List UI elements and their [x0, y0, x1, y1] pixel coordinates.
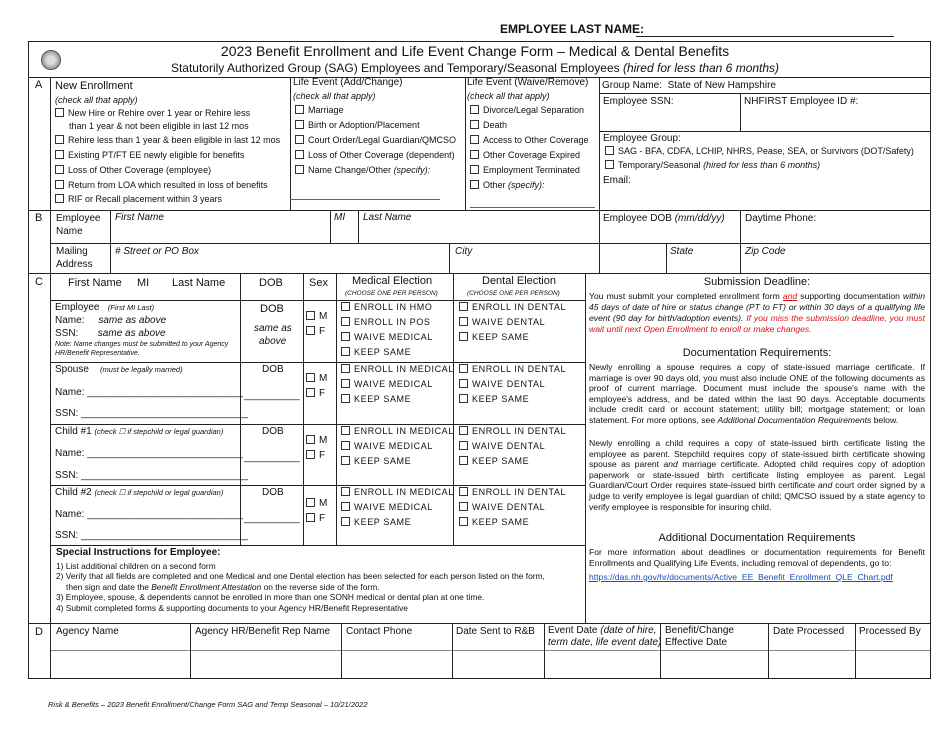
employee-group-sag[interactable]: SAG - BFA, CDFA, LCHIP, NHRS, Pease, SEA, or Survivors (DOT/Safety) [605, 146, 914, 156]
employee-med-keep[interactable]: KEEP SAME [341, 347, 411, 357]
employee-dob-label: DOB [260, 303, 284, 315]
mi-field[interactable]: MI [334, 212, 346, 223]
spouse-sex-f[interactable]: F [306, 388, 325, 399]
email-field[interactable]: Email: [603, 175, 631, 186]
employee-ssn-field[interactable]: Employee SSN: [603, 96, 674, 107]
documentation-title: Documentation Requirements: [682, 347, 832, 359]
child2-dent-waive[interactable]: WAIVE DENTAL [459, 502, 545, 512]
employee-sex-f[interactable]: F [306, 326, 325, 337]
life-remove-option-2[interactable]: Death [470, 120, 507, 130]
employee-name-label-2: Name [56, 226, 83, 237]
col-dental-hint: (CHOOSE ONE PER PERSON) [467, 290, 560, 297]
processed-by-field[interactable]: Processed By [859, 626, 921, 637]
employee-group-temp[interactable]: Temporary/Seasonal (hired for less than 6 months) [605, 160, 820, 170]
life-add-option-4[interactable]: Loss of Other Coverage (dependent) [295, 150, 455, 160]
spouse-sex-m[interactable]: M [306, 373, 327, 384]
col-last-name: Last Name [172, 277, 226, 289]
hr-rep-field[interactable]: Agency HR/Benefit Rep Name [195, 626, 331, 637]
life-add-option-2[interactable]: Birth or Adoption/Placement [295, 120, 420, 130]
child1-med-enroll[interactable]: ENROLL IN MEDICAL [341, 426, 454, 436]
section-d-letter: D [35, 626, 43, 638]
section-c-letter: C [35, 276, 43, 288]
spouse-dent-keep[interactable]: KEEP SAME [459, 394, 529, 404]
life-remove-option-6[interactable]: Other (specify): [470, 180, 545, 190]
effective-date-label-2[interactable]: Effective Date [665, 637, 728, 648]
col-first-name: First Name [68, 277, 122, 289]
child2-row-label: Child #2 (check ☐ if stepchild or legal guardian) [55, 487, 224, 498]
additional-doc-title: Additional Documentation Requirements [658, 532, 856, 544]
new-enroll-option-2[interactable]: Rehire less than 1 year & been eligible in last 12 mos [55, 135, 280, 145]
new-enroll-option-1-cont: than 1 year & not been eligible in last 12 mos [69, 121, 249, 131]
qle-chart-link[interactable]: https://das.nh.gov/hr/documents/Active_EE_Benefit_Enrollment_QLE_Chart.pdf [589, 572, 893, 582]
child1-dob-label: DOB [262, 426, 284, 437]
section-a-letter: A [35, 79, 43, 91]
child1-dob-field[interactable]: __________ [244, 452, 300, 463]
additional-doc-text: For more information about deadlines or documentation requirements for Benefit Enrollments and Qualifying Life Events, including removal of dependents, go to: [589, 547, 925, 568]
city-field[interactable]: City [455, 246, 473, 257]
spouse-med-keep[interactable]: KEEP SAME [341, 394, 411, 404]
life-remove-specify-line[interactable] [470, 207, 595, 208]
new-enroll-option-3[interactable]: Existing PT/FT EE newly eligible for benefits [55, 150, 244, 160]
effective-date-label-1: Benefit/Change [665, 625, 734, 636]
life-add-option-3[interactable]: Court Order/Legal Guardian/QMCSO [295, 135, 456, 145]
child2-med-waive[interactable]: WAIVE MEDICAL [341, 502, 433, 512]
child2-dob-field[interactable]: __________ [244, 513, 300, 524]
event-date-hint: term date, life event date) [548, 637, 662, 648]
col-dob: DOB [259, 277, 283, 289]
child2-dent-keep[interactable]: KEEP SAME [459, 517, 529, 527]
child2-sex-m[interactable]: M [306, 498, 327, 509]
employee-dent-keep[interactable]: KEEP SAME [459, 332, 529, 342]
new-enroll-option-4[interactable]: Loss of Other Coverage (employee) [55, 165, 211, 175]
life-remove-option-5[interactable]: Employment Terminated [470, 165, 580, 175]
employee-dob-same-2: above [259, 336, 287, 347]
child1-med-keep[interactable]: KEEP SAME [341, 456, 411, 466]
child1-name-field[interactable]: Name: ____________________________ [55, 448, 243, 459]
col-medical: Medical Election [352, 275, 433, 287]
zip-field[interactable]: Zip Code [745, 246, 786, 257]
col-medical-hint: (CHOOSE ONE PER PERSON) [345, 290, 438, 297]
employee-sex-m[interactable]: M [306, 311, 327, 322]
employee-med-hmo[interactable]: ENROLL IN HMO [341, 302, 432, 312]
section-b-letter: B [35, 212, 43, 224]
spouse-dent-waive[interactable]: WAIVE DENTAL [459, 379, 545, 389]
employee-med-waive[interactable]: WAIVE MEDICAL [341, 332, 433, 342]
deadline-text: You must submit your completed enrollment form and supporting documentation within 45 days of date of hire or status change (PT to FT) or within 30 days of a qualifying life event (90 day for birth/adoption events). If you miss the submission deadline, you must wait until next Open Enrollment to enroll or make changes. [589, 291, 926, 334]
employee-ssn-row: SSN: same as above [55, 328, 166, 339]
child2-name-field[interactable]: Name: ____________________________ [55, 509, 243, 520]
child2-med-enroll[interactable]: ENROLL IN MEDICAL [341, 487, 454, 497]
employee-last-name-input[interactable] [636, 36, 894, 37]
life-remove-option-3[interactable]: Access to Other Coverage [470, 135, 589, 145]
first-name-field[interactable]: First Name [115, 212, 164, 223]
life-add-option-5[interactable]: Name Change/Other (specify): [295, 165, 430, 175]
spouse-dob-label: DOB [262, 364, 284, 375]
life-remove-hint: (check all that apply) [467, 91, 550, 101]
date-sent-field[interactable]: Date Sent to R&B [456, 626, 535, 637]
spouse-ssn-field[interactable]: SSN: ______________________________ [55, 408, 248, 419]
event-date-field[interactable]: Event Date (date of hire, [548, 625, 657, 636]
life-remove-title: Life Event (Waive/Remove) [467, 77, 589, 88]
life-add-title: Life Event (Add/Change) [293, 77, 403, 88]
child2-dob-label: DOB [262, 487, 284, 498]
child1-dent-waive[interactable]: WAIVE DENTAL [459, 441, 545, 451]
spouse-dob-field[interactable]: __________ [244, 390, 300, 401]
employee-dob-same-1: same as [254, 323, 292, 334]
employee-dob-field[interactable]: Employee DOB (mm/dd/yy) [603, 213, 725, 224]
last-name-field[interactable]: Last Name [363, 212, 412, 223]
col-dental: Dental Election [482, 275, 556, 287]
state-field[interactable]: State [670, 246, 694, 257]
child1-sex-m[interactable]: M [306, 435, 327, 446]
documentation-text-1: Newly enrolling a spouse requires a copy of state-issued marriage certificate. If marriage is over 90 days old, you must also include ONE of the following documents as proof of current marriage. Document must include the spouse's name with the employee's address, and be dated within the last 90 days. Acceptable documents include credit card or account statement; utility bill; mortgage statement; or loan statement. For more options, see Additional Documentation Requirements below. [589, 362, 925, 425]
spouse-med-enroll[interactable]: ENROLL IN MEDICAL [341, 364, 454, 374]
col-mi: MI [137, 277, 150, 289]
child2-med-keep[interactable]: KEEP SAME [341, 517, 411, 527]
child1-ssn-field[interactable]: SSN: ______________________________ [55, 470, 248, 481]
deadline-title: Submission Deadline: [703, 276, 811, 288]
life-add-hint: (check all that apply) [293, 91, 376, 101]
employee-last-name-label: EMPLOYEE LAST NAME: [500, 22, 645, 36]
new-enrollment-title: New Enrollment [55, 80, 133, 92]
contact-phone-field[interactable]: Contact Phone [346, 626, 413, 637]
employee-dent-waive[interactable]: WAIVE DENTAL [459, 317, 545, 327]
child1-sex-f[interactable]: F [306, 450, 325, 461]
child1-dent-keep[interactable]: KEEP SAME [459, 456, 529, 466]
life-add-specify-line[interactable] [290, 199, 440, 200]
employee-name-label-1: Employee [56, 213, 101, 224]
child2-ssn-field[interactable]: SSN: ______________________________ [55, 530, 248, 541]
life-remove-option-4[interactable]: Other Coverage Expired [470, 150, 580, 160]
new-enroll-option-1[interactable]: New Hire or Rehire over 1 year or Rehire less [55, 108, 250, 118]
new-enroll-option-5[interactable]: Return from LOA which resulted in loss of benefits [55, 180, 268, 190]
col-sex: Sex [309, 277, 328, 289]
employee-group-label: Employee Group: [603, 133, 681, 144]
form-title: 2023 Benefit Enrollment and Life Event Change Form – Medical & Dental Benefits [220, 43, 730, 59]
employee-name-row: Name: same as above [55, 315, 167, 326]
nhfirst-id-field[interactable]: NHFIRST Employee ID #: [744, 96, 859, 107]
special-instructions-list: 1) List additional children on a second form 2) Verify that all fields are completed and one Medical and one Dental election has been selected for each person listed on the form, then sign and date the Benefit Enrollment Attestation on the reverse side of the form. 3) Employee, spouse, & dependents cannot be enrolled in more than one SONH medical or dental plan at one time. 4) Submit completed forms & supporting documents to your Agency HR/Benefit Representative [56, 561, 545, 613]
new-enroll-option-6[interactable]: RIF or Recall placement within 3 years [55, 194, 222, 204]
spouse-name-field[interactable]: Name: ____________________________ [55, 387, 243, 398]
date-processed-field[interactable]: Date Processed [773, 626, 845, 637]
documentation-text-2: Newly enrolling a child requires a copy of state-issued birth certificate listing the employee as parent. Stepchild requires copy of state-issued birth certificate showing spouse as parent and marriage certificate. Adopted child requires copy of adoption paperwork or state-issued birth certificate listing employee as parent. Legal Guardian/Court Order requires state-issued birth certificate and court order signed by a judge to verify employee is legal guardian of child; QMCSO issued by a state agency to verify employee is responsible for insuring child. [589, 438, 926, 512]
form-subtitle: Statutorily Authorized Group (SAG) Employees and Temporary/Seasonal Employees (hired for less than 6 months) [170, 61, 780, 75]
life-remove-option-1[interactable]: Divorce/Legal Separation [470, 105, 584, 115]
child1-med-waive[interactable]: WAIVE MEDICAL [341, 441, 433, 451]
employee-row-label: Employee (First MI Last) [55, 302, 155, 313]
child2-dent-enroll[interactable]: ENROLL IN DENTAL [459, 487, 566, 497]
street-field[interactable]: # Street or PO Box [115, 246, 199, 257]
name-change-note: Note: Name changes must be submitted to your Agency HR/Benefit Representative. [55, 341, 229, 357]
agency-name-field[interactable]: Agency Name [56, 626, 119, 637]
footer-text: Risk & Benefits – 2023 Benefit Enrollment/Change Form SAG and Temp Seasonal – 10/21/2022 [48, 700, 368, 709]
spouse-dent-enroll[interactable]: ENROLL IN DENTAL [459, 364, 566, 374]
mailing-address-label-2: Address [56, 259, 93, 270]
spouse-med-waive[interactable]: WAIVE MEDICAL [341, 379, 433, 389]
life-add-option-1[interactable]: Marriage [295, 105, 344, 115]
child1-row-label: Child #1 (check ☐ if stepchild or legal guardian) [55, 426, 224, 437]
spouse-row-label: Spouse (must be legally married) [55, 364, 183, 375]
mailing-address-label-1: Mailing [56, 246, 88, 257]
new-enrollment-hint: (check all that apply) [55, 95, 138, 105]
employee-dent-enroll[interactable]: ENROLL IN DENTAL [459, 302, 566, 312]
employee-med-pos[interactable]: ENROLL IN POS [341, 317, 431, 327]
group-name: Group Name: State of New Hampshire [602, 80, 776, 91]
child2-sex-f[interactable]: F [306, 513, 325, 524]
special-instructions-title: Special Instructions for Employee: [56, 547, 221, 558]
child1-dent-enroll[interactable]: ENROLL IN DENTAL [459, 426, 566, 436]
daytime-phone-field[interactable]: Daytime Phone: [745, 213, 817, 224]
